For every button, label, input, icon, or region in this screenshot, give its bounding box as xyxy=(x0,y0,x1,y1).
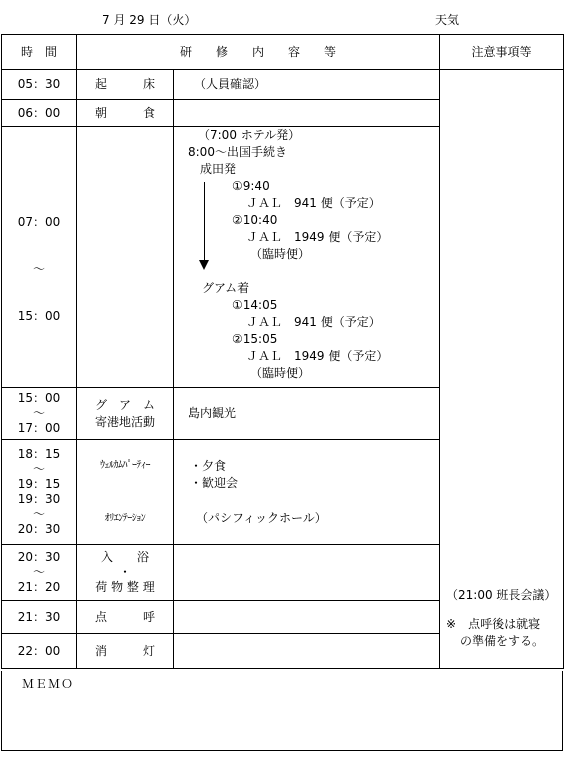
category-line: 荷 物 整 理 xyxy=(95,580,155,594)
col-header-notes: 注意事項等 xyxy=(440,35,564,70)
row-category: 朝 食 xyxy=(77,100,174,127)
category-line: ｳｪﾙｶﾑﾊﾟｰﾃｨｰ xyxy=(100,460,150,471)
row-content: 島内観光 xyxy=(174,388,440,440)
time-sep: ～ xyxy=(32,462,45,476)
time-start: 15：00 xyxy=(17,391,61,405)
category-line: グ ア ム xyxy=(94,397,155,412)
time-end: 15：00 xyxy=(17,308,61,323)
row-content xyxy=(174,100,440,127)
time-sep: ～ xyxy=(32,507,45,521)
col-header-content: 研 修 内 容 等 xyxy=(77,35,440,70)
content-line: ・夕食 xyxy=(190,458,227,473)
flight-line: ＪＡＬ 941 便（予定） xyxy=(246,196,381,210)
flight-line: ①14:05 xyxy=(232,298,278,312)
row-content xyxy=(174,545,440,601)
row-content xyxy=(174,440,440,545)
row-content xyxy=(174,127,440,388)
table-header-row xyxy=(2,35,564,70)
row-time xyxy=(2,127,77,388)
row-content xyxy=(174,601,440,634)
time-start: 20：30 xyxy=(17,550,61,564)
row-time xyxy=(2,388,77,440)
roll-call-note-cont: の準備をする。 xyxy=(460,634,545,648)
row-time xyxy=(2,440,77,545)
flight-line: ＪＡＬ 1949 便（予定） xyxy=(246,349,389,363)
roll-call-note: ※ 点呼後は就寝 xyxy=(446,617,541,631)
category-line: ・ xyxy=(118,565,131,579)
flight-line: ②15:05 xyxy=(232,332,278,346)
time-start: 07：00 xyxy=(17,214,61,229)
notes-cell xyxy=(440,70,564,669)
category-line: 入 浴 xyxy=(100,550,149,564)
flight-line: （臨時便） xyxy=(250,366,311,380)
flight-line: ＪＡＬ 1949 便（予定） xyxy=(246,230,389,244)
row-time: 21：30 xyxy=(2,601,77,634)
row-category xyxy=(77,127,174,388)
row-category xyxy=(77,440,174,545)
time-sep: ～ xyxy=(32,406,45,420)
content-line: ・歓迎会 xyxy=(190,475,239,490)
row-content: （人員確認） xyxy=(174,70,440,100)
row-time: 06：00 xyxy=(2,100,77,127)
flight-line: ＪＡＬ 941 便（予定） xyxy=(246,315,381,329)
row-category xyxy=(77,388,174,440)
category-line: 寄港地活動 xyxy=(94,414,155,429)
row-time xyxy=(2,545,77,601)
row-time: 22：00 xyxy=(2,634,77,669)
category-line: ｵﾘｴﾝﾃｰｼｮﾝ xyxy=(104,513,146,524)
content-line: （パシフィックホール） xyxy=(196,510,327,525)
weather-label: 天気 xyxy=(435,13,460,27)
meeting-note: （21:00 班長会議） xyxy=(446,588,557,602)
arrow-down-line xyxy=(204,182,205,260)
col-header-time: 時 間 xyxy=(2,35,77,70)
time-sep: ～ xyxy=(32,565,45,579)
flight-details xyxy=(174,127,439,382)
schedule-date: 7 月 29 日（火） xyxy=(102,13,197,27)
row-category: 起 床 xyxy=(77,70,174,100)
time-end: 19：15 xyxy=(17,477,61,491)
memo-box xyxy=(1,671,563,751)
schedule-table xyxy=(1,34,564,669)
flight-line: （臨時便） xyxy=(250,247,311,261)
flight-line: ②10:40 xyxy=(232,213,278,227)
time-end: 20：30 xyxy=(17,522,61,536)
row-category: 消 灯 xyxy=(77,634,174,669)
arrow-down-icon xyxy=(199,260,209,270)
time-start: 18：15 xyxy=(17,447,61,461)
row-category xyxy=(77,545,174,601)
row-content xyxy=(174,634,440,669)
flight-line: 8:00～出国手続き xyxy=(188,145,287,159)
memo-label: ＭＥＭＯ xyxy=(22,677,75,691)
table-row xyxy=(2,70,564,100)
flight-line: ①9:40 xyxy=(232,179,270,193)
row-time: 05：30 xyxy=(2,70,77,100)
time-sep: ～ xyxy=(32,261,45,276)
time-end: 21：20 xyxy=(17,580,61,594)
flight-line: （7:00 ホテル発） xyxy=(198,128,301,142)
time-end: 17：00 xyxy=(17,421,61,435)
row-category: 点 呼 xyxy=(77,601,174,634)
flight-line: グアム着 xyxy=(202,281,250,295)
time-start: 19：30 xyxy=(17,492,61,506)
flight-line: 成田発 xyxy=(200,162,237,176)
